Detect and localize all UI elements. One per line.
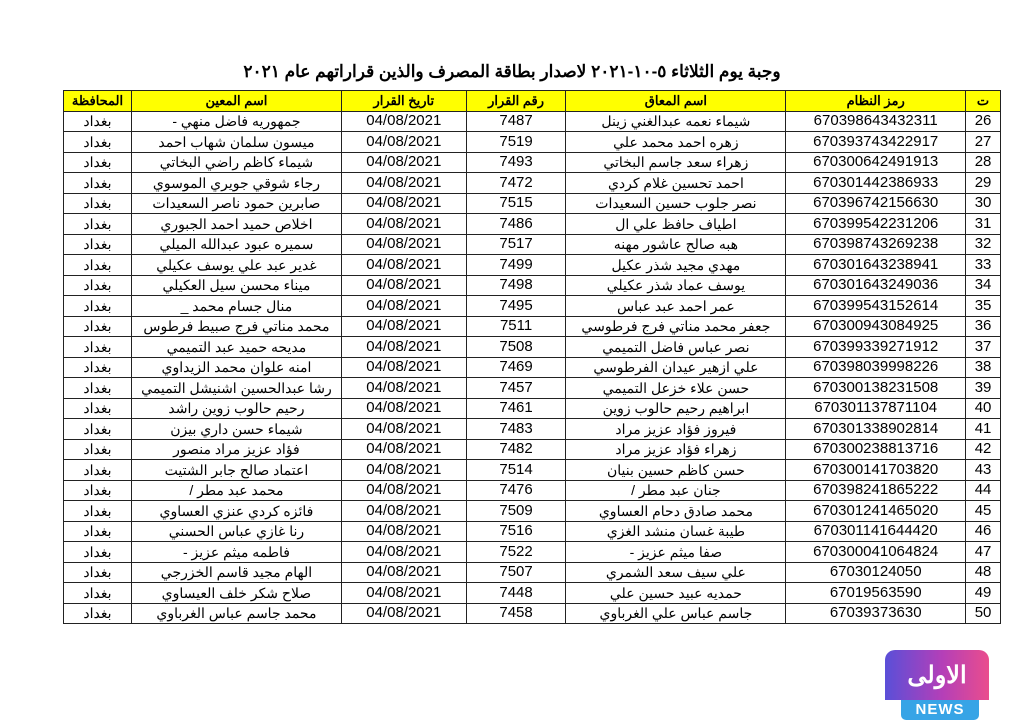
table-row	[64, 152, 1001, 173]
cell-governorate: بغداد	[64, 316, 132, 337]
cell-disabled-name: نصر عباس فاضل التميمي	[566, 337, 786, 358]
table-header-row	[64, 91, 1001, 112]
cell-decision-number: 7509	[466, 501, 566, 522]
cell-decision-number: 7517	[466, 234, 566, 255]
cell-decision-date: 04/08/2021	[341, 398, 466, 419]
cell-governorate: بغداد	[64, 460, 132, 481]
cell-governorate: بغداد	[64, 193, 132, 214]
cell-decision-number: 7493	[466, 152, 566, 173]
cell-decision-number: 7495	[466, 296, 566, 317]
cell-row-number: 50	[966, 603, 1001, 624]
cell-row-number: 45	[966, 501, 1001, 522]
header-decision-date: تاريخ القرار	[341, 91, 466, 112]
cell-decision-date: 04/08/2021	[341, 132, 466, 153]
table-row	[64, 132, 1001, 153]
cell-decision-number: 7514	[466, 460, 566, 481]
cell-governorate: بغداد	[64, 583, 132, 604]
cell-disabled-name: حمديه عبيد حسين علي	[566, 583, 786, 604]
cell-system-code: 67030124050	[786, 562, 966, 583]
cell-decision-date: 04/08/2021	[341, 583, 466, 604]
cell-disabled-name: فيروز فؤاد عزيز مراد	[566, 419, 786, 440]
cell-caregiver-name: ميسون سلمان شهاب احمد	[131, 132, 341, 153]
cell-row-number: 30	[966, 193, 1001, 214]
cell-decision-number: 7472	[466, 173, 566, 194]
cell-row-number: 40	[966, 398, 1001, 419]
news-logo	[885, 650, 989, 720]
cell-caregiver-name: صابرين حمود ناصر السعيدات	[131, 193, 341, 214]
table-row	[64, 419, 1001, 440]
cell-decision-number: 7522	[466, 542, 566, 563]
cell-caregiver-name: اعتماد صالح جابر الشتيت	[131, 460, 341, 481]
cell-system-code: 670393743422917	[786, 132, 966, 153]
cell-caregiver-name: شيماء كاظم راضي البخاتي	[131, 152, 341, 173]
cell-row-number: 39	[966, 378, 1001, 399]
cell-disabled-name: يوسف عماد شذر عكيلي	[566, 275, 786, 296]
cell-system-code: 670300041064824	[786, 542, 966, 563]
header-row-number: ت	[966, 91, 1001, 112]
cell-system-code: 670301442386933	[786, 173, 966, 194]
cell-governorate: بغداد	[64, 603, 132, 624]
cell-row-number: 38	[966, 357, 1001, 378]
table-row	[64, 193, 1001, 214]
cell-row-number: 34	[966, 275, 1001, 296]
cell-decision-date: 04/08/2021	[341, 439, 466, 460]
cell-decision-number: 7515	[466, 193, 566, 214]
cell-caregiver-name: رحيم حالوب زوين راشد	[131, 398, 341, 419]
cell-caregiver-name: مديحه حميد عبد التميمي	[131, 337, 341, 358]
table-row	[64, 562, 1001, 583]
cell-decision-number: 7457	[466, 378, 566, 399]
cell-governorate: بغداد	[64, 419, 132, 440]
cell-disabled-name: نصر جلوب حسين السعيدات	[566, 193, 786, 214]
table-row	[64, 255, 1001, 276]
table-row	[64, 480, 1001, 501]
cell-disabled-name: حسن كاظم حسين بنيان	[566, 460, 786, 481]
cell-decision-date: 04/08/2021	[341, 521, 466, 542]
table-row	[64, 521, 1001, 542]
cell-system-code: 670398743269238	[786, 234, 966, 255]
cell-disabled-name: علي ازهير عيدان الفرطوسي	[566, 357, 786, 378]
cell-system-code: 670300238813716	[786, 439, 966, 460]
cell-governorate: بغداد	[64, 234, 132, 255]
cell-decision-date: 04/08/2021	[341, 173, 466, 194]
cell-governorate: بغداد	[64, 480, 132, 501]
cell-caregiver-name: منال جسام محمد _	[131, 296, 341, 317]
cell-governorate: بغداد	[64, 214, 132, 235]
cell-disabled-name: زهراء فؤاد عزيز مراد	[566, 439, 786, 460]
cell-caregiver-name: فؤاد عزيز مراد منصور	[131, 439, 341, 460]
cell-decision-date: 04/08/2021	[341, 480, 466, 501]
cell-system-code: 67019563590	[786, 583, 966, 604]
cell-caregiver-name: غدير عبد علي يوسف عكيلي	[131, 255, 341, 276]
cell-governorate: بغداد	[64, 378, 132, 399]
cell-decision-date: 04/08/2021	[341, 152, 466, 173]
cell-caregiver-name: محمد عبد مطر /	[131, 480, 341, 501]
table-row	[64, 542, 1001, 563]
cell-row-number: 37	[966, 337, 1001, 358]
cell-decision-date: 04/08/2021	[341, 111, 466, 132]
cell-system-code: 670301338902814	[786, 419, 966, 440]
cell-system-code: 670399542231206	[786, 214, 966, 235]
cell-decision-number: 7469	[466, 357, 566, 378]
cell-decision-number: 7499	[466, 255, 566, 276]
cell-row-number: 32	[966, 234, 1001, 255]
cell-disabled-name: محمد صادق دحام العساوي	[566, 501, 786, 522]
cell-decision-date: 04/08/2021	[341, 296, 466, 317]
cell-row-number: 33	[966, 255, 1001, 276]
cell-disabled-name: صفا ميثم عزيز -	[566, 542, 786, 563]
cell-governorate: بغداد	[64, 562, 132, 583]
cell-disabled-name: زهراء سعد جاسم البخاتي	[566, 152, 786, 173]
cell-decision-number: 7476	[466, 480, 566, 501]
cell-system-code: 670301137871104	[786, 398, 966, 419]
document-title: وجبة يوم الثلاثاء ٥-١٠-٢٠٢١ لاصدار بطاقة المصرف والذين قراراتهم عام ٢٠٢١	[243, 62, 781, 81]
cell-row-number: 46	[966, 521, 1001, 542]
table-row	[64, 316, 1001, 337]
cell-caregiver-name: رشا عبدالحسين اشنيشل التميمي	[131, 378, 341, 399]
logo-mark: الاولى	[885, 650, 989, 700]
table-row	[64, 501, 1001, 522]
cell-row-number: 48	[966, 562, 1001, 583]
cell-caregiver-name: سميره عبود عبدالله الميلي	[131, 234, 341, 255]
cell-decision-date: 04/08/2021	[341, 501, 466, 522]
cell-disabled-name: جعفر محمد مناتي فرج فرطوسي	[566, 316, 786, 337]
cell-system-code: 670399543152614	[786, 296, 966, 317]
cell-decision-number: 7487	[466, 111, 566, 132]
cell-row-number: 44	[966, 480, 1001, 501]
cell-decision-number: 7461	[466, 398, 566, 419]
cell-decision-number: 7486	[466, 214, 566, 235]
cell-decision-number: 7507	[466, 562, 566, 583]
cell-governorate: بغداد	[64, 132, 132, 153]
cell-decision-date: 04/08/2021	[341, 316, 466, 337]
cell-governorate: بغداد	[64, 173, 132, 194]
cell-caregiver-name: محمد جاسم عباس الغرباوي	[131, 603, 341, 624]
cell-caregiver-name: محمد مناتي فرج صبيط فرطوس	[131, 316, 341, 337]
cell-disabled-name: اطياف حافظ علي ال	[566, 214, 786, 235]
cell-system-code: 67039373630	[786, 603, 966, 624]
header-caregiver-name: اسم المعين	[131, 91, 341, 112]
table-row	[64, 214, 1001, 235]
cell-decision-number: 7458	[466, 603, 566, 624]
cell-decision-date: 04/08/2021	[341, 357, 466, 378]
cell-decision-date: 04/08/2021	[341, 542, 466, 563]
cell-row-number: 28	[966, 152, 1001, 173]
cell-governorate: بغداد	[64, 542, 132, 563]
cell-system-code: 670398039998226	[786, 357, 966, 378]
cell-system-code: 670301643238941	[786, 255, 966, 276]
table-row	[64, 111, 1001, 132]
cell-system-code: 670301643249036	[786, 275, 966, 296]
cell-row-number: 43	[966, 460, 1001, 481]
cell-governorate: بغداد	[64, 357, 132, 378]
cell-governorate: بغداد	[64, 501, 132, 522]
cell-disabled-name: زهره احمد محمد علي	[566, 132, 786, 153]
cell-system-code: 670301241465020	[786, 501, 966, 522]
header-disabled-name: اسم المعاق	[566, 91, 786, 112]
cell-governorate: بغداد	[64, 521, 132, 542]
table-row	[64, 398, 1001, 419]
cell-caregiver-name: صلاح شكر خلف العيساوي	[131, 583, 341, 604]
cell-decision-date: 04/08/2021	[341, 460, 466, 481]
cell-caregiver-name: اخلاص حميد احمد الجبوري	[131, 214, 341, 235]
cell-system-code: 670301141644420	[786, 521, 966, 542]
cell-governorate: بغداد	[64, 275, 132, 296]
cell-governorate: بغداد	[64, 152, 132, 173]
cell-row-number: 41	[966, 419, 1001, 440]
cell-caregiver-name: امنه علوان محمد الزيداوي	[131, 357, 341, 378]
table-row	[64, 603, 1001, 624]
table-row	[64, 583, 1001, 604]
table-row	[64, 439, 1001, 460]
beneficiaries-table	[63, 90, 1001, 624]
table-row	[64, 296, 1001, 317]
cell-system-code: 670300138231508	[786, 378, 966, 399]
header-system-code: رمز النظام	[786, 91, 966, 112]
cell-decision-date: 04/08/2021	[341, 255, 466, 276]
cell-caregiver-name: فاطمه ميثم عزيز -	[131, 542, 341, 563]
cell-decision-number: 7498	[466, 275, 566, 296]
cell-row-number: 31	[966, 214, 1001, 235]
cell-caregiver-name: شيماء حسن داري بيزن	[131, 419, 341, 440]
cell-caregiver-name: الهام مجيد قاسم الخزرجي	[131, 562, 341, 583]
cell-system-code: 670300943084925	[786, 316, 966, 337]
cell-system-code: 670300642491913	[786, 152, 966, 173]
cell-row-number: 47	[966, 542, 1001, 563]
header-decision-number: رقم القرار	[466, 91, 566, 112]
cell-decision-date: 04/08/2021	[341, 337, 466, 358]
cell-disabled-name: ابراهيم رحيم حالوب زوين	[566, 398, 786, 419]
cell-decision-number: 7448	[466, 583, 566, 604]
cell-governorate: بغداد	[64, 111, 132, 132]
cell-decision-date: 04/08/2021	[341, 275, 466, 296]
cell-decision-number: 7519	[466, 132, 566, 153]
cell-system-code: 670398643432311	[786, 111, 966, 132]
cell-row-number: 35	[966, 296, 1001, 317]
cell-governorate: بغداد	[64, 337, 132, 358]
table-row	[64, 275, 1001, 296]
table-row	[64, 234, 1001, 255]
cell-disabled-name: طيبة غسان منشد الغزي	[566, 521, 786, 542]
cell-caregiver-name: رجاء شوقي جويري الموسوي	[131, 173, 341, 194]
cell-row-number: 29	[966, 173, 1001, 194]
cell-system-code: 670398241865222	[786, 480, 966, 501]
table-row	[64, 173, 1001, 194]
cell-decision-date: 04/08/2021	[341, 378, 466, 399]
cell-decision-date: 04/08/2021	[341, 193, 466, 214]
header-governorate: المحافظة	[64, 91, 132, 112]
cell-decision-number: 7508	[466, 337, 566, 358]
table-row	[64, 378, 1001, 399]
cell-disabled-name: هبه صالح عاشور مهنه	[566, 234, 786, 255]
logo-news-badge: NEWS	[901, 700, 979, 720]
cell-disabled-name: علي سيف سعد الشمري	[566, 562, 786, 583]
cell-disabled-name: جاسم عباس علي الغرباوي	[566, 603, 786, 624]
cell-decision-date: 04/08/2021	[341, 419, 466, 440]
cell-disabled-name: مهدي مجيد شذر عكيل	[566, 255, 786, 276]
table-row	[64, 337, 1001, 358]
cell-decision-date: 04/08/2021	[341, 214, 466, 235]
cell-governorate: بغداد	[64, 296, 132, 317]
cell-decision-number: 7511	[466, 316, 566, 337]
cell-system-code: 670396742156630	[786, 193, 966, 214]
cell-system-code: 670300141703820	[786, 460, 966, 481]
cell-row-number: 36	[966, 316, 1001, 337]
table-row	[64, 357, 1001, 378]
cell-decision-date: 04/08/2021	[341, 234, 466, 255]
cell-decision-number: 7482	[466, 439, 566, 460]
cell-governorate: بغداد	[64, 255, 132, 276]
cell-caregiver-name: ميناء محسن سيل العكيلي	[131, 275, 341, 296]
cell-row-number: 49	[966, 583, 1001, 604]
cell-system-code: 670399339271912	[786, 337, 966, 358]
cell-row-number: 42	[966, 439, 1001, 460]
cell-disabled-name: شيماء نعمه عبدالغني زينل	[566, 111, 786, 132]
cell-disabled-name: جنان عبد مطر /	[566, 480, 786, 501]
cell-caregiver-name: جمهوريه فاضل منهي -	[131, 111, 341, 132]
table-row	[64, 460, 1001, 481]
cell-decision-date: 04/08/2021	[341, 562, 466, 583]
cell-governorate: بغداد	[64, 398, 132, 419]
cell-caregiver-name: رنا غازي عباس الحسني	[131, 521, 341, 542]
cell-caregiver-name: فائزه كردي عنزي العساوي	[131, 501, 341, 522]
cell-disabled-name: احمد تحسين غلام كردي	[566, 173, 786, 194]
cell-decision-number: 7483	[466, 419, 566, 440]
cell-disabled-name: عمر احمد عبد عباس	[566, 296, 786, 317]
cell-row-number: 26	[966, 111, 1001, 132]
cell-row-number: 27	[966, 132, 1001, 153]
cell-decision-number: 7516	[466, 521, 566, 542]
cell-governorate: بغداد	[64, 439, 132, 460]
cell-disabled-name: حسن علاء خزعل التميمي	[566, 378, 786, 399]
cell-decision-date: 04/08/2021	[341, 603, 466, 624]
